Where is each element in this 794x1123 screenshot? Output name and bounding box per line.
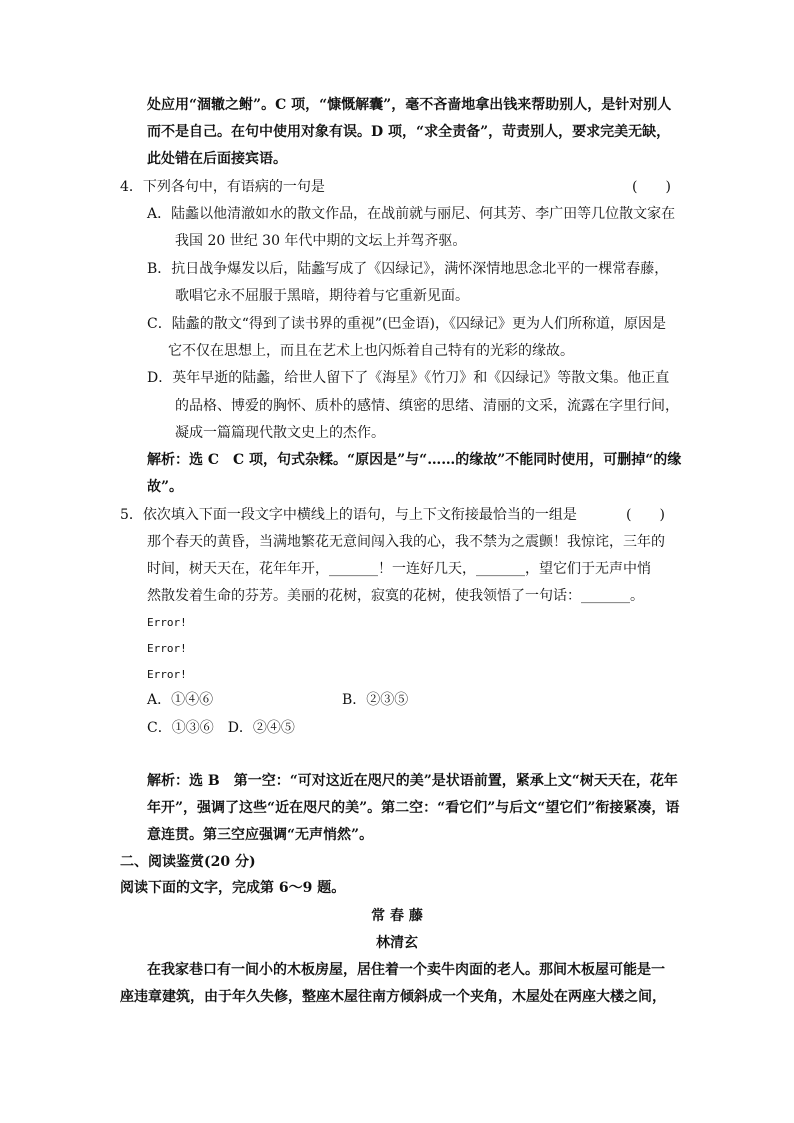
section-heading: 二、阅读鉴赏(20 分) bbox=[120, 854, 256, 870]
question-5-stem: 5．依次填入下面一段文字中横线上的语句，与上下文衔接最恰当的一组是 bbox=[120, 507, 577, 523]
analysis-line: 解析：选 C C 项，句式杂糅。“原因是”与“……的缘故”不能同时使用，可删掉“的缘 bbox=[147, 452, 682, 468]
analysis-line: 意连贯。第三空应强调“无声悄然”。 bbox=[147, 827, 374, 843]
article-body-line: 在我家巷口有一间小的木板房屋，居住着一个卖牛肉面的老人。那间木板屋可能是一 bbox=[147, 962, 665, 978]
option-c-line: 它不仅在思想上，而且在艺术上也闪烁着自己特有的光彩的缘故。 bbox=[168, 343, 574, 359]
option-a: A．①④⑥ bbox=[147, 692, 214, 708]
passage-line: 时间，树天天在，花年年开，_______！一连好几天，_______，望它们于无声中悄 bbox=[147, 561, 651, 577]
explanation-line: 此处错在后面接宾语。 bbox=[147, 151, 287, 167]
question-4-stem: 4．下列各句中，有语病的一句是 bbox=[120, 179, 325, 195]
article-author: 林清玄 bbox=[376, 935, 418, 951]
passage-line: 那个春天的黄昏，当满地繁花无意间闯入我的心，我不禁为之震颤！我惊诧，三年的 bbox=[147, 534, 665, 550]
answer-blank: ( ) bbox=[632, 179, 671, 195]
option-a-line: 我国 20 世纪 30 年代中期的文坛上并驾齐驱。 bbox=[175, 233, 467, 249]
option-b-line: B．抗日战争爆发以后，陆蠡写成了《囚绿记》，满怀深情地思念北平的一棵常春藤， bbox=[147, 261, 669, 277]
section-instruction: 阅读下面的文字，完成第 6～9 题。 bbox=[120, 880, 346, 896]
option-d-line: 凝成一篇篇现代散文史上的杰作。 bbox=[175, 425, 385, 441]
answer-blank: ( ) bbox=[626, 507, 665, 523]
option-d-line: D．英年早逝的陆蠡，给世人留下了《海星》《竹刀》和《囚绿记》等散文集。他正直 bbox=[147, 370, 670, 386]
option-c-d: C．①③⑥ D．②④⑤ bbox=[147, 720, 295, 736]
explanation-line: 处应用“涸辙之鲋”。C 项，“慷慨解囊”，毫不吝啬地拿出钱来帮助别人，是针对别人 bbox=[147, 97, 672, 113]
article-body-line: 座违章建筑，由于年久失修，整座木屋往南方倾斜成一个夹角，木屋处在两座大楼之间， bbox=[120, 989, 666, 1005]
option-d-line: 的品格、博爱的胸怀、质朴的感情、缜密的思绪、清丽的文采，流露在字里行间， bbox=[175, 398, 679, 414]
analysis-line: 解析：选 B 第一空：“可对这近在咫尺的美”是状语前置，紧承上文“树天天在，花年 bbox=[147, 773, 678, 789]
option-a-line: A．陆蠡以他清澈如水的散文作品，在战前就与丽尼、何其芳、李广田等几位散文家在 bbox=[147, 206, 676, 222]
option-c-line: C．陆蠡的散文“得到了读书界的重视”(巴金语)，《囚绿记》更为人们所称道，原因是 bbox=[147, 316, 666, 332]
error-text: Error! bbox=[147, 668, 187, 681]
analysis-line: 故”。 bbox=[147, 479, 184, 495]
passage-line: 然散发着生命的芬芳。美丽的花树，寂寞的花树，使我领悟了一句话：_______。 bbox=[147, 588, 644, 604]
option-b: B．②③⑤ bbox=[342, 692, 409, 708]
explanation-line: 而不是自己。在句中使用对象有误。D 项，“求全责备”，苛责别人，要求完美无缺， bbox=[147, 124, 671, 140]
option-b-line: 歌唱它永不屈服于黑暗，期待着与它重新见面。 bbox=[175, 288, 469, 304]
error-text: Error! bbox=[147, 616, 187, 629]
analysis-line: 年开”，强调了这些“近在咫尺的美”。第二空：“看它们”与后文“望它们”衔接紧凑，语 bbox=[147, 800, 680, 816]
error-text: Error! bbox=[147, 642, 187, 655]
article-title: 常 春 藤 bbox=[371, 908, 423, 924]
